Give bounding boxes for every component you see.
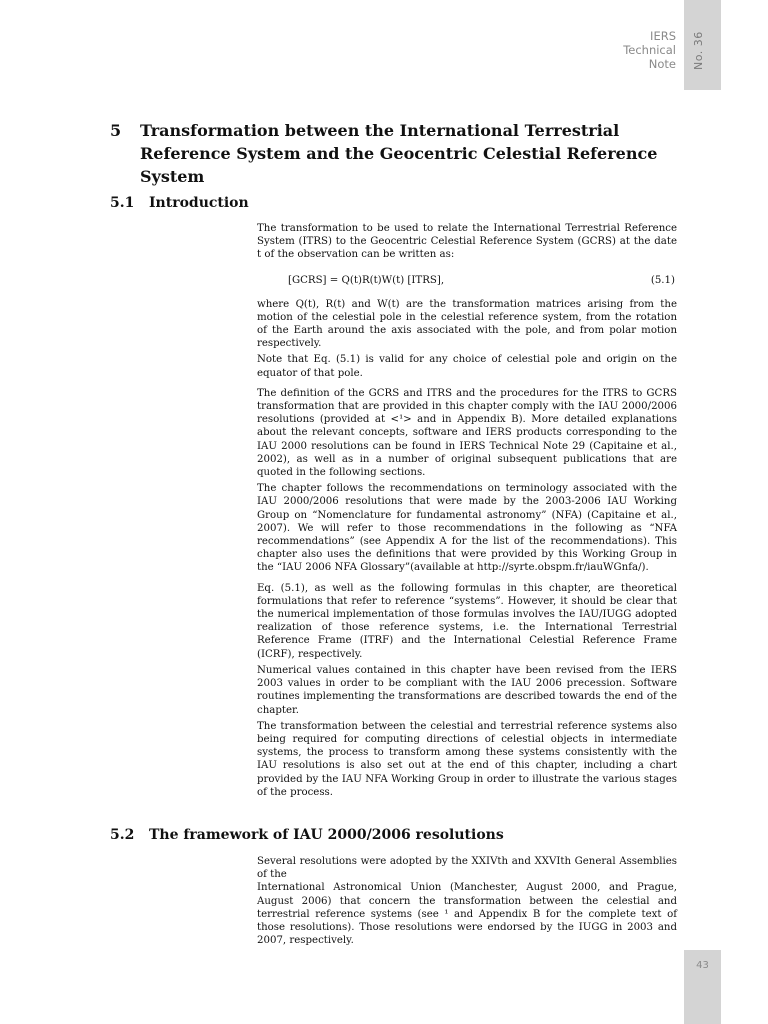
subsection-number: 5.1 (110, 195, 135, 211)
intro-paragraph-2: where Q(t), R(t) and W(t) are the transformation matrices arising from the motion of the celestial pole in the celestial reference system, from the rotation of the Earth around the axis associated with the pole, and from polar motion respectively. (257, 298, 677, 350)
subsection-heading-framework (110, 827, 504, 843)
framework-paragraph-2: International Astronomical Union (Manchester, August 2000, and Prague, August 2006) that concern the transformation between the celestial and terrestrial reference systems (see ¹ and Appendix B for the complete text of those resolutions). Those resolutions were endorsed by the IUGG in 2003 and 2007, respectively. (257, 882, 677, 947)
intro-paragraph-8: The transformation between the celestial and terrestrial reference systems also being required for computing directions of celestial objects in intermediate systems, the process to transform among these systems consistently with the IAU resolutions is also set out at the end of this chapter, including a chart provided by the IAU NFA Working Group in order to illustrate the various stages of the process. (257, 720, 677, 798)
subsection-number: 5.2 (110, 827, 135, 843)
intro-paragraph-5: The chapter follows the recommendations on terminology associated with the IAU 2000/2006 resolutions that were made by the 2003-2006 IAU Working Group on “Nomenclature for fundamental astronomy” (NFA) (Capitaine et al., 2007). We will refer to those recommendations in the following as “NFA recommendations” (see Appendix A for the list of the recommendations). This chapter also uses the definitions that were provided by this Working Group in the “IAU 2006 NFA Glossary”(available at http://syrte.obspm.fr/iauWGnfa/). (257, 483, 677, 574)
subsection-title: The framework of IAU 2000/2006 resolutions (149, 827, 504, 843)
section-number: 5 (110, 121, 122, 140)
subsection-heading-intro (110, 195, 249, 211)
equation-body: [GCRS] = Q(t)R(t)W(t) [ITRS], (288, 274, 445, 286)
equation-number: (5.1) (650, 274, 675, 286)
intro-paragraph-3: Note that Eq. (5.1) is valid for any choice of celestial pole and origin on the equator of that pole. (257, 354, 677, 379)
section-title: Transformation between the International Terrestrial Reference System and the Geocentric Celestial Reference System (140, 121, 658, 186)
equation-5-1 (257, 270, 677, 292)
intro-body (257, 222, 677, 802)
header-line-3: Note (648, 57, 676, 71)
running-header (623, 29, 676, 71)
intro-paragraph-7: Numerical values contained in this chapter have been revised from the IERS 2003 values in order to be compliant with the IAU 2006 precession. Software routines implementing the transformations are described towards the end of the chapter. (257, 664, 677, 716)
intro-paragraph-1: The transformation to be used to relate the International Terrestrial Reference System (ITRS) to the Geocentric Celestial Reference System (GCRS) at the date t of the observation can be written as: (257, 223, 677, 261)
intro-paragraph-6: Eq. (5.1), as well as the following formulas in this chapter, are theoretical formulations that refer to reference “systems”. However, it should be clear that the numerical implementation of those formulas involves the IAU/IUGG adopted realization of those reference systems, i.e. the International Terrestrial Reference Frame (ITRF) and the International Celestial Reference Frame (ICRF), respectively. (257, 582, 677, 660)
header-line-1: IERS (650, 29, 676, 43)
section-heading (110, 119, 685, 188)
page-number: 43 (696, 960, 709, 971)
subsection-title: Introduction (149, 195, 249, 211)
technical-note-number: No. 36 (692, 31, 705, 70)
intro-paragraph-4: The definition of the GCRS and ITRS and the procedures for the ITRS to GCRS transformation that are provided in this chapter comply with the IAU 2000/2006 resolutions (provided at <¹> and in Appendix B). More detailed explanations about the relevant concepts, software and IERS products corresponding to the IAU 2000 resolutions can be found in IERS Technical Note 29 (Capitaine et al., 2002), as well as in a number of original subsequent publications that are quoted in the following sections. (257, 387, 677, 479)
framework-body (257, 855, 677, 950)
header-line-2: Technical (623, 43, 676, 57)
framework-paragraph-1: Several resolutions were adopted by the XXIVth and XXVIth General Assemblies of the (257, 856, 677, 881)
